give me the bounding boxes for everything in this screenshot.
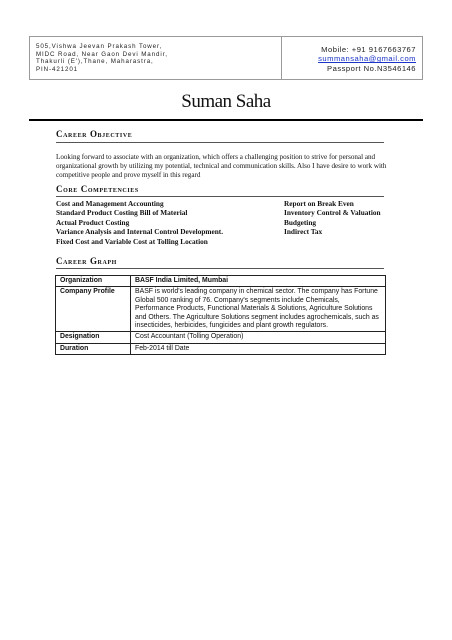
- table-row: [56, 332, 386, 343]
- table-row: [56, 343, 386, 354]
- competency-item: Budgeting: [284, 217, 317, 227]
- competency-item: Standard Product Costing Bill of Material: [56, 208, 188, 218]
- row-value: BASF India Limited, Mumbai: [131, 276, 386, 287]
- row-label: Organization: [56, 276, 131, 287]
- career-table: [55, 275, 386, 355]
- name-divider: [29, 119, 423, 121]
- contact-header: [29, 36, 423, 80]
- passport-number: Passport No.N3546146: [327, 63, 416, 73]
- table-row: [56, 287, 386, 332]
- section-divider: [56, 196, 384, 197]
- section-title-career-graph: Career Graph: [56, 256, 117, 266]
- address-line: 505,Vishwa Jeevan Prakash Tower,: [36, 43, 163, 50]
- address-line: PIN-421201: [36, 65, 79, 73]
- row-label: Duration: [56, 343, 131, 354]
- row-value: Cost Accountant (Tolling Operation): [131, 332, 386, 343]
- address-block: [30, 37, 282, 79]
- career-objective-text: Looking forward to associate with an organization, which offers a challenging position to strive for personal and organizational growth by utilizing my potential, technical and communication skills. Also I have desire to work with competitive people and prove myself in this regard: [56, 153, 387, 180]
- address-line: MIDC Road, Near Gaon Devi Mandir,: [36, 50, 168, 58]
- row-value: Feb-2014 till Date: [131, 343, 386, 354]
- row-value: BASF is world's leading company in chemical sector. The company has Fortune Global 500 ranking of 76. Company's segments include Chemicals, Performance Products, Functional Materials & Solutions, Agriculture Solutions and Others. The Agriculture Solutions segment includes agrochemicals, such as insecticides, herbicides, fungicides and plant growth regulators.: [131, 287, 386, 332]
- competency-item: Indirect Tax: [284, 227, 323, 237]
- section-title-core-competencies: Core Competencies: [56, 184, 139, 194]
- email-link[interactable]: summansaha@gmail.com: [318, 54, 416, 64]
- competencies-left-column: [56, 199, 223, 246]
- row-label: Designation: [56, 332, 131, 343]
- table-row: [56, 276, 386, 287]
- section-divider: [56, 142, 384, 143]
- candidate-name: Suman Saha: [181, 91, 271, 112]
- competencies-right-column: [284, 199, 381, 237]
- mobile-number: Mobile: +91 9167663767: [321, 45, 416, 54]
- competency-item: Fixed Cost and Variable Cost at Tolling Location: [56, 236, 208, 246]
- competency-item: Inventory Control & Valuation: [284, 208, 381, 218]
- competency-item: Actual Product Costing: [56, 217, 130, 227]
- competency-item: Variance Analysis and Internal Control Development.: [56, 227, 224, 237]
- row-label: Company Profile: [56, 287, 131, 332]
- competency-item: Report on Break Even: [284, 199, 354, 208]
- contact-block: [282, 37, 422, 79]
- address-line: Thakurli (E'),Thane, Maharastra,: [36, 58, 154, 66]
- competency-item: Cost and Management Accounting: [56, 199, 164, 208]
- section-title-career-objective: Career Objective: [56, 129, 133, 139]
- section-divider: [56, 268, 384, 269]
